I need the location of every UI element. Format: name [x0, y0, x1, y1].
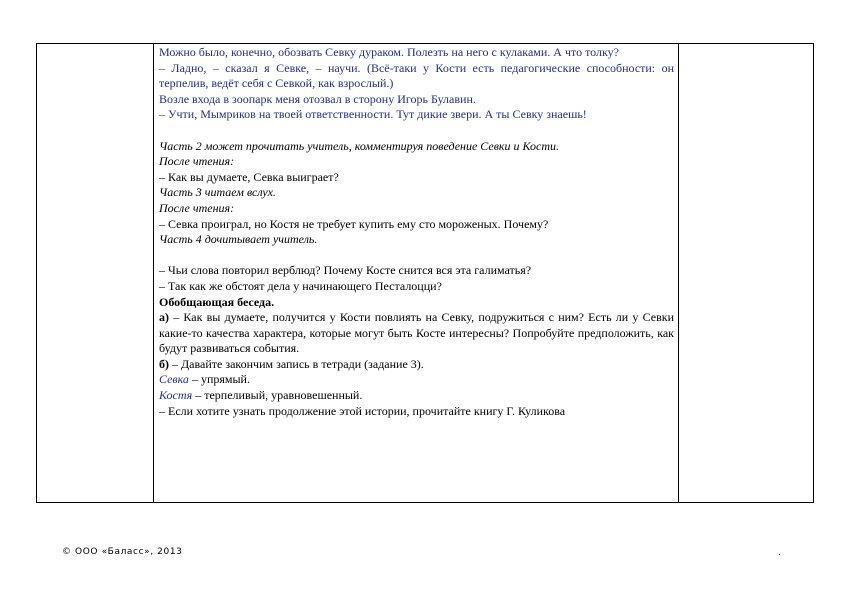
spacer	[159, 123, 674, 139]
quote-paragraph-2: – Ладно, – сказал я Севке, – научи. (Всё-таки у Кости есть педагогические способности: он терпелив, ведёт себя с Севкой, как взрослый.)	[159, 60, 674, 91]
item-a-label: а)	[159, 310, 169, 325]
part3-note: Часть 3 читаем вслух.	[159, 185, 276, 200]
item-a-text: – Как вы думаете, получится у Кости повлиять на Севку, подружиться с ним? Есть ли у Севки какие-то качества характера, которые могут быть Косте интересны? Попробуйте предположить, как будут развиваться события.	[159, 310, 674, 356]
table-main-column	[154, 44, 679, 502]
lesson-table	[36, 43, 814, 503]
trait-kostya	[159, 388, 674, 404]
after-reading-label-2: После чтения:	[159, 200, 235, 215]
kostya-trait: – терпеливый, уравновешенный.	[192, 388, 363, 403]
quote-paragraph-4: – Учти, Мымриков на твоей ответственности. Тут дикие звери. А ты Севку знаешь!	[159, 107, 587, 122]
part2-note: Часть 2 может прочитать учитель, комментируя поведение Севки и Кости.	[159, 138, 560, 153]
spacer	[159, 248, 674, 264]
copyright-footer: © ООО «Баласс», 2013	[62, 547, 183, 557]
page-mark: .	[778, 548, 781, 558]
after-reading-label-1: После чтения:	[159, 154, 235, 169]
sevka-name: Севка	[159, 372, 189, 387]
question-win: – Как вы думаете, Севка выиграет?	[159, 169, 339, 184]
part4-note: Часть 4 дочитывает учитель.	[159, 232, 318, 247]
summary-item-b	[159, 357, 674, 373]
summary-heading: Обобщающая беседа.	[159, 294, 275, 309]
kostya-name: Костя	[159, 388, 193, 403]
quote-paragraph-3: Возле входа в зоопарк меня отозвал в сторону Игорь Булавин.	[159, 91, 476, 106]
quote-paragraph-1: Можно было, конечно, обозвать Севку дураком. Полезть на него с кулаками. А что толку?	[159, 45, 619, 59]
item-b-text: – Давайте закончим запись в тетради (задание 3).	[169, 356, 424, 371]
trait-sevka	[159, 372, 674, 388]
question-pestalozzi: – Так как же обстоят дела у начинающего Песталоцци?	[159, 278, 442, 293]
sevka-trait: – упрямый.	[188, 372, 250, 387]
summary-item-a	[159, 310, 674, 357]
question-lost: – Севка проиграл, но Костя не требует купить ему сто мороженых. Почему?	[159, 216, 549, 231]
table-right-column	[679, 44, 814, 502]
item-b-label: б)	[159, 356, 169, 371]
question-camel: – Чьи слова повторил верблюд? Почему Косте снится вся эта галиматья?	[159, 263, 532, 278]
table-left-column	[37, 44, 154, 502]
closing-line: – Если хотите узнать продолжение этой истории, прочитайте книгу Г. Куликова	[159, 403, 566, 418]
